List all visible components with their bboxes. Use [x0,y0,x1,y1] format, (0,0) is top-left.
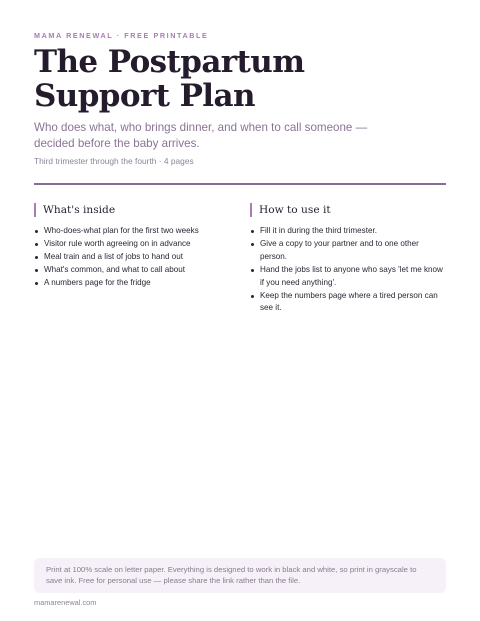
list-item: Fill it in during the third trimester. [260,225,446,238]
list-item: Who-does-what plan for the first two weeks [44,225,230,238]
whats-inside-heading: What's inside [34,203,230,217]
page-meta: Third trimester through the fourth · 4 pages [34,156,194,166]
section-divider [34,183,446,185]
how-to-use-list [250,225,446,315]
print-note: Print at 100% scale on letter paper. Everything is designed to work in black and white, so print in grayscale to save ink. Free for personal use — please share the link rather than the file. [34,558,446,593]
page-subtitle: Who does what, who brings dinner, and when to call someone — decided before the baby arrives. [34,121,368,150]
list-item: What's common, and what to call about [44,264,230,277]
list-item: Meal train and a list of jobs to hand out [44,251,230,264]
how-to-use-heading: How to use it [250,203,446,217]
page-title: The Postpartum Support Plan [34,44,305,114]
how-to-use-section [250,203,446,315]
list-item: A numbers page for the fridge [44,277,230,290]
footer-url: mamarenewal.com [34,598,97,607]
list-item: Give a copy to your partner and to one other person. [260,238,446,264]
list-item: Hand the jobs list to anyone who says 'let me know if you need anything'. [260,264,446,290]
list-item: Keep the numbers page where a tired person can see it. [260,290,446,316]
list-item: Visitor rule worth agreeing on in advance [44,238,230,251]
whats-inside-list [34,225,230,290]
whats-inside-section [34,203,230,290]
printable-page [34,0,446,621]
brand-label: MAMA RENEWAL · FREE PRINTABLE [34,31,209,40]
